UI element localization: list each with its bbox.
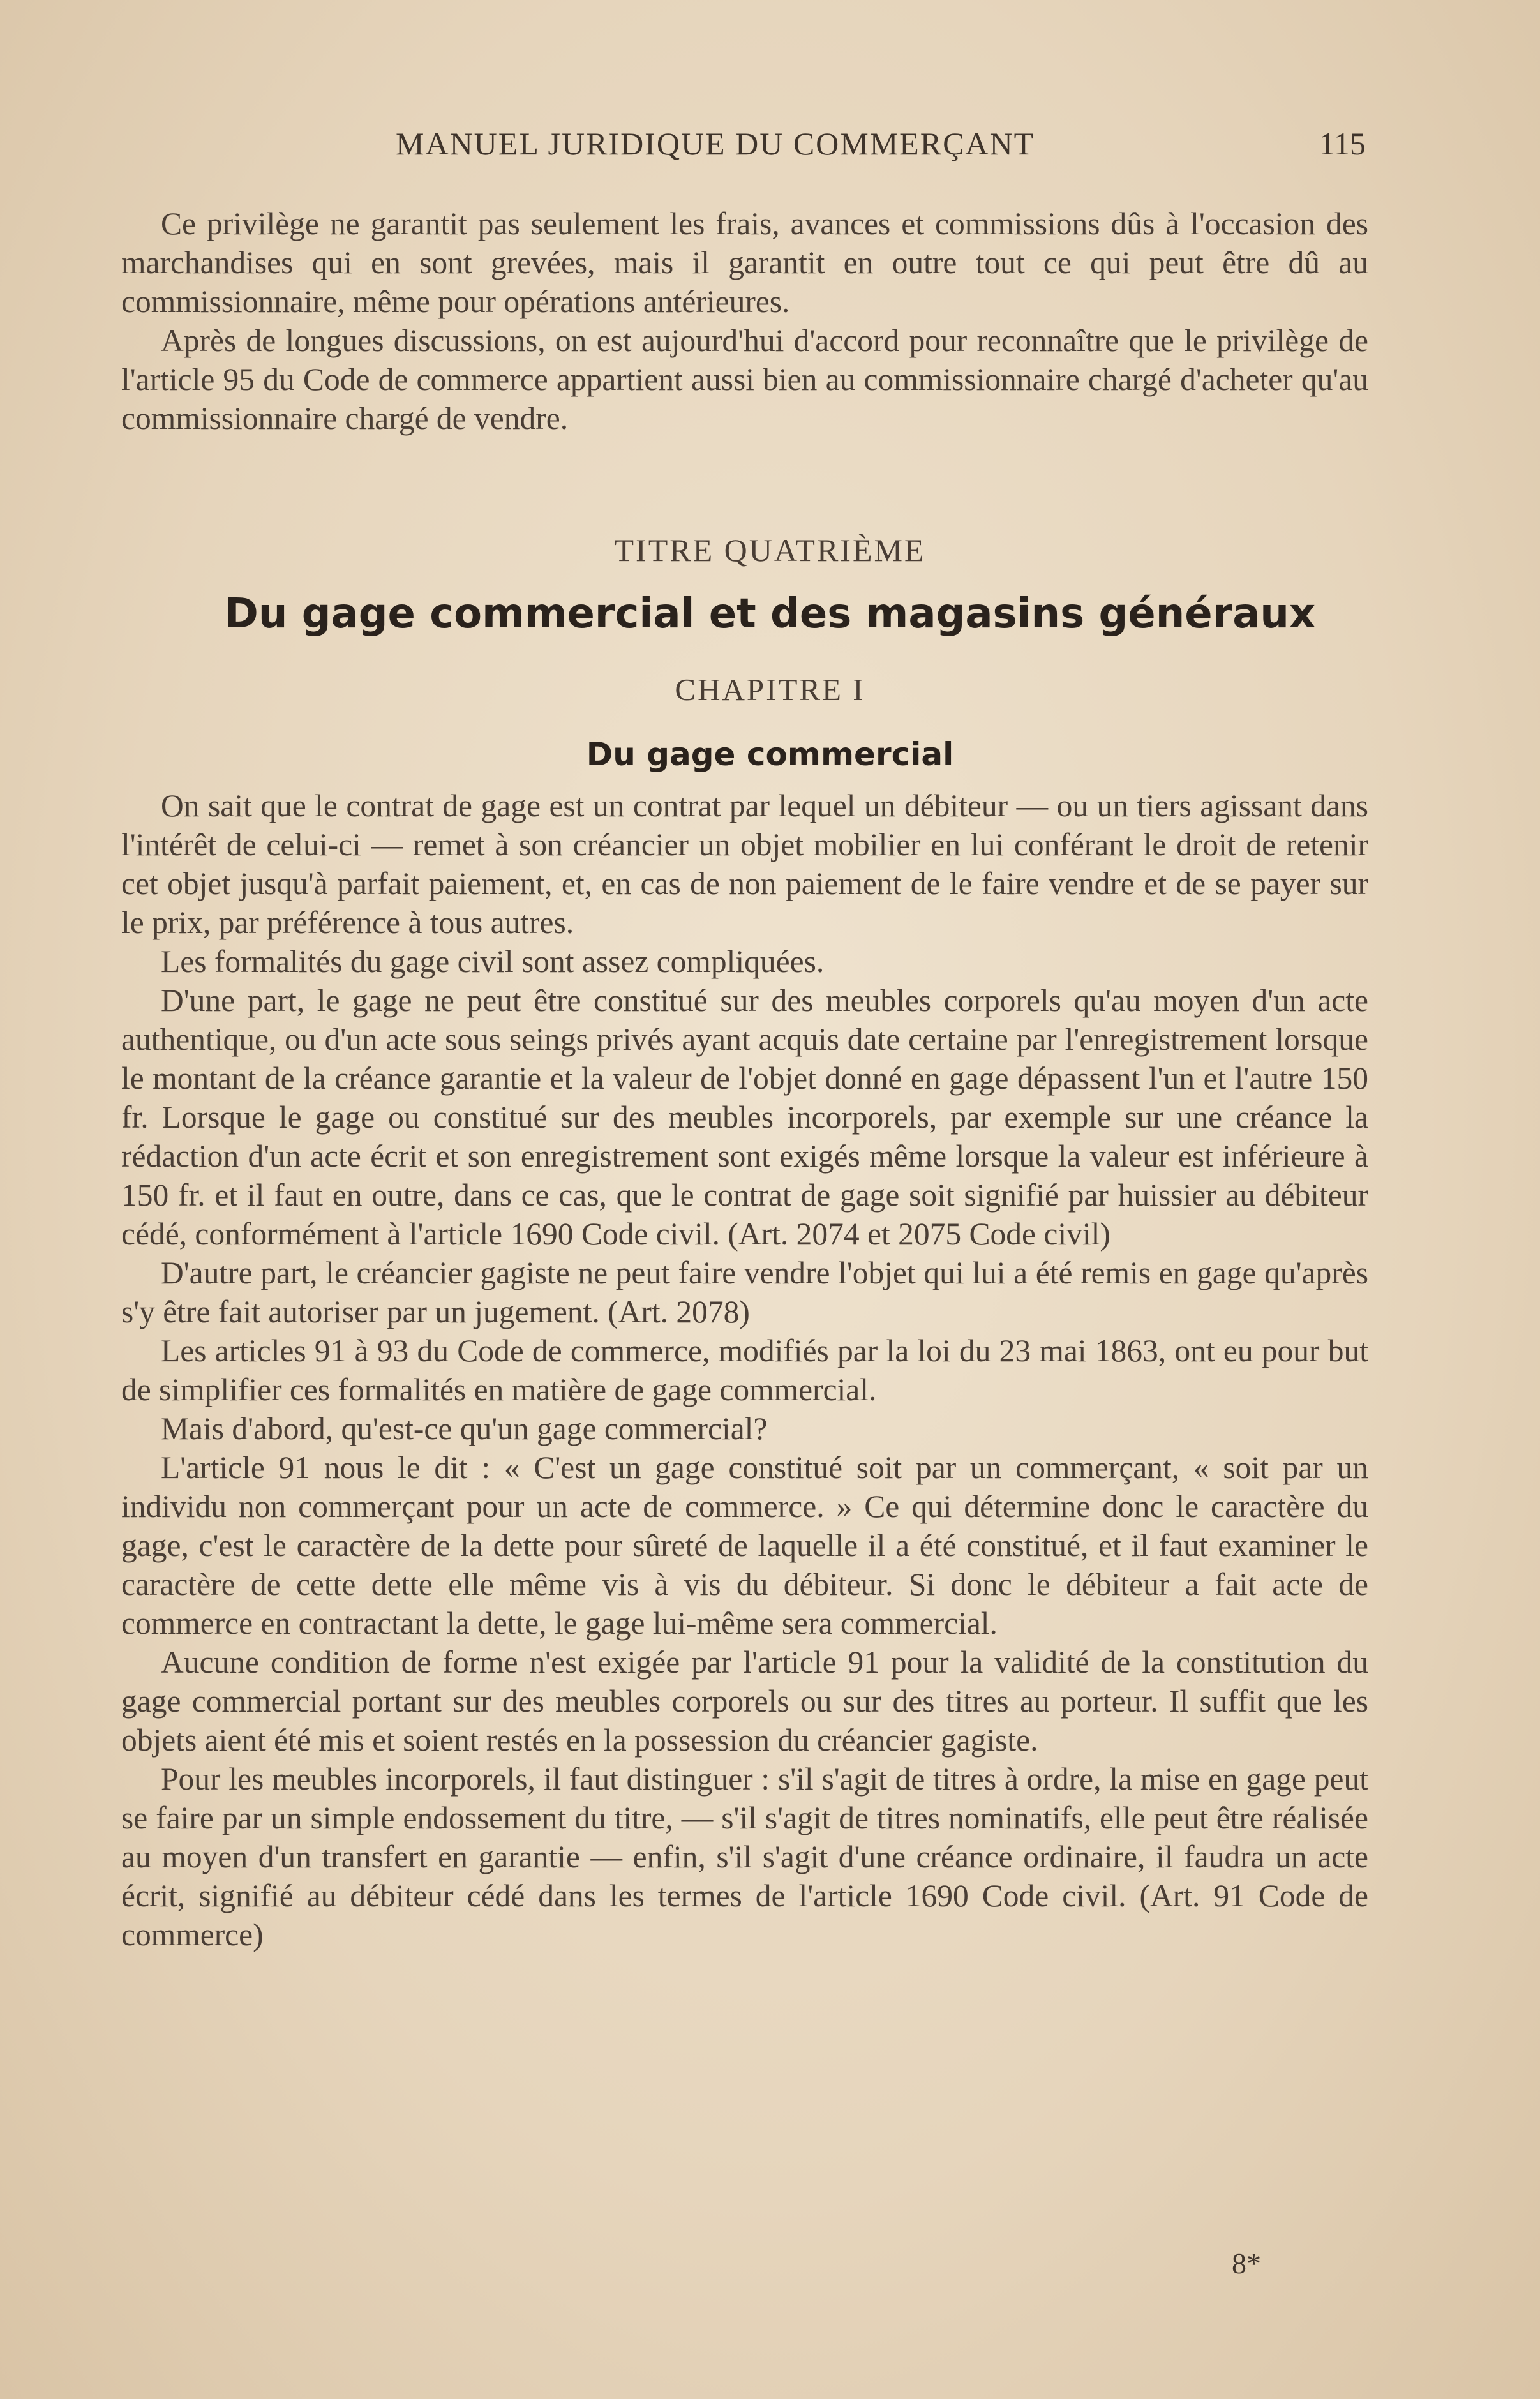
- paragraph: On sait que le contrat de gage est un contrat par lequel un débiteur — ou un tiers agissant dans l'intérêt de celui-ci — remet à son créancier un objet mobilier en lui conférant le droit de retenir cet objet jusqu'à parfait paiement, et, en cas de non paiement de le faire vendre et de se payer sur le prix, par préférence à tous autres.: [121, 788, 1368, 940]
- paragraph: Aucune condition de forme n'est exigée par l'article 91 pour la validité de la constitution du gage commercial portant sur des meubles corporels ou sur des titres au porteur. Il suffit que les objets aient été mis et soient restés en la possession du créancier gagiste.: [121, 1645, 1368, 1758]
- paragraph: Pour les meubles incorporels, il faut distinguer : s'il s'agit de titres à ordre, la mise en gage peut se faire par un simple endossement du titre, — s'il s'agit de titres nominatifs, elle peut être réalisée au moyen d'un transfert en garantie — enfin, s'il s'agit d'une créance ordinaire, il faudra un acte écrit, signifié au débiteur cédé dans les termes de l'article 1690 Code civil. (Art. 91 Code de commerce): [121, 1761, 1368, 1952]
- page-number: 115: [1319, 126, 1366, 161]
- paragraph: L'article 91 nous le dit : « C'est un gage constitué soit par un commerçant, « soit par un individu non commerçant pour un acte de commerce. » Ce qui détermine donc le caractère du gage, c'est le caractère de la dette pour sûreté de laquelle il a été constitué, et il faut examiner le caractère de cette dette elle même vis à vis du débiteur. Si donc le débiteur a fait acte de commerce en contractant la dette, le gage lui-même sera commercial.: [121, 1450, 1368, 1641]
- signature-mark: 8*: [1232, 2247, 1261, 2280]
- titre-heading: Du gage commercial et des magasins généraux: [224, 590, 1316, 638]
- paragraph: D'autre part, le créancier gagiste ne peut faire vendre l'objet qui lui a été remis en gage qu'après s'y être fait autoriser par un jugement. (Art. 2078): [121, 1255, 1368, 1329]
- paragraph: D'une part, le gage ne peut être constitué sur des meubles corporels qu'au moyen d'un acte authentique, ou d'un acte sous seings privés ayant acquis date certaine par l'enregistrement lorsque le montant de la créance garantie et la valeur de l'objet donné en gage dépassent l'un et l'autre 150 fr. Lorsque le gage ou constitué sur des meubles incorporels, par exemple sur une créance la rédaction d'un acte écrit et son enregistrement sont exigés même lorsque la valeur est inférieure à 150 fr. et il faut en outre, dans ce cas, que le contrat de gage soit signifié par huissier au débiteur cédé, conformément à l'article 1690 Code civil. (Art. 2074 et 2075 Code civil): [121, 983, 1368, 1252]
- paragraph: Ce privilège ne garantit pas seulement les frais, avances et commissions dûs à l'occasion des marchandises qui en sont grevées, mais il garantit en outre tout ce qui peut être dû au commissionnaire, même pour opérations antérieures.: [121, 206, 1368, 319]
- chapter-body: [121, 786, 1368, 1954]
- paragraph: Les formalités du gage civil sont assez compliquées.: [161, 944, 825, 979]
- chapitre-label: CHAPITRE I: [675, 672, 865, 707]
- chapitre-heading: Du gage commercial: [586, 736, 954, 773]
- titre-label: TITRE QUATRIÈME: [614, 532, 926, 568]
- running-title: MANUEL JURIDIQUE DU COMMERÇANT: [396, 126, 1035, 161]
- paragraph: Après de longues discussions, on est aujourd'hui d'accord pour reconnaître que le privilège de l'article 95 du Code de commerce appartient aussi bien au commissionnaire chargé d'acheter qu'au commissionnaire chargé de vendre.: [121, 323, 1368, 436]
- paragraph: Les articles 91 à 93 du Code de commerce, modifiés par la loi du 23 mai 1863, ont eu pour but de simplifier ces formalités en matière de gage commercial.: [121, 1333, 1368, 1407]
- intro-section: [121, 204, 1368, 438]
- running-head: [121, 125, 1366, 170]
- paragraph: Mais d'abord, qu'est-ce qu'un gage commercial?: [161, 1411, 768, 1446]
